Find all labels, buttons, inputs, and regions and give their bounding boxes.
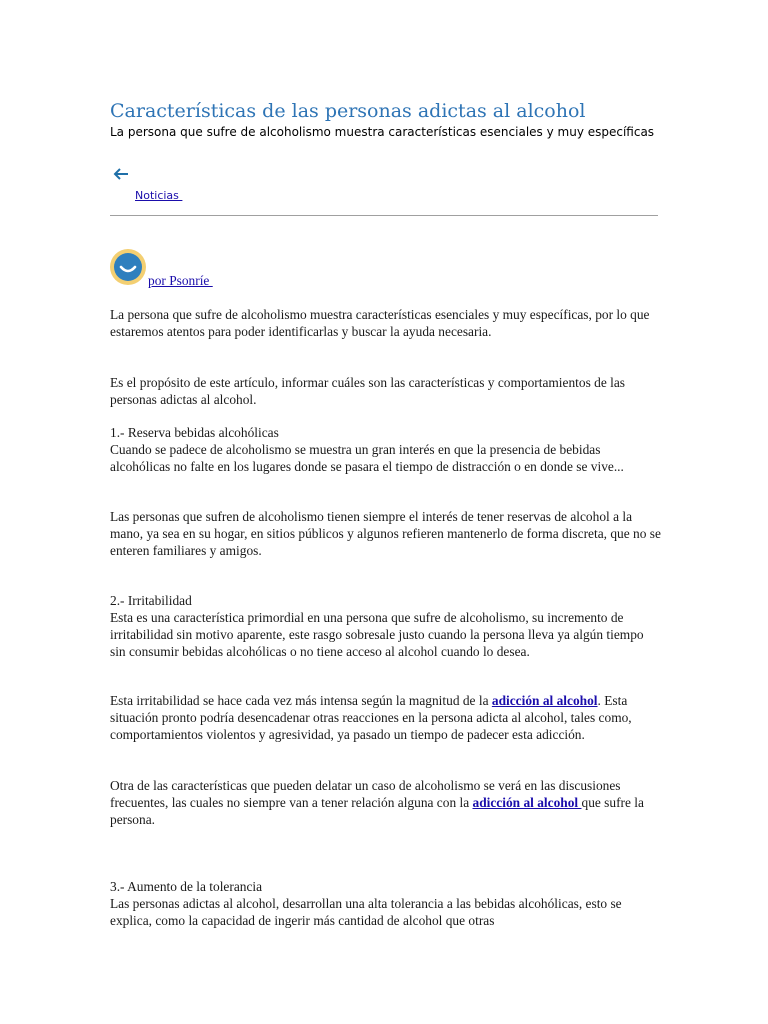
section-1-heading: 1.- Reserva bebidas alcohólicas xyxy=(110,425,279,440)
section-1-paragraph-2: Las personas que sufren de alcoholismo tienen siempre el interés de tener reservas de alcohol a la mano, ya sea en su hogar, en sitios públicos y algunos refieren mantenerlo de forma discreta, que no se enteren familiares y amigos. xyxy=(110,509,661,559)
intro-paragraph-2: Es el propósito de este artículo, informar cuáles son las características y comportamientos de las personas adictas al alcohol. xyxy=(110,375,625,408)
paragraph-text: que sufre la persona. xyxy=(110,795,644,828)
news-link[interactable]: Noticias xyxy=(135,189,183,202)
section-2-paragraph-1: Esta es una característica primordial en una persona que sufre de alcoholismo, su incremento de irritabilidad sin motivo aparente, este rasgo sobresale justo cuando la persona lleva ya algún tiempo sin consumir bebidas alcohólicas o no tiene acceso al alcohol cuando lo desea. xyxy=(110,610,644,660)
smiley-face-icon xyxy=(109,248,147,286)
addiction-link[interactable]: adicción al alcohol xyxy=(491,693,598,708)
section-3-heading: 3.- Aumento de la tolerancia xyxy=(110,879,263,894)
section-2-paragraph-2 xyxy=(110,692,662,744)
author-byline[interactable]: por Psonríe xyxy=(148,273,213,288)
section-1-paragraph-1: Cuando se padece de alcoholismo se muestra un gran interés en que la presencia de bebidas alcohólicas no falte en los lugares donde se pasara el tiempo de distracción o en donde se vive... xyxy=(110,442,624,475)
arrow-left-icon[interactable] xyxy=(112,166,130,182)
article-title: Características de las personas adictas al alcohol xyxy=(110,100,586,122)
header-divider xyxy=(110,215,658,216)
addiction-link[interactable]: adicción al alcohol xyxy=(472,795,582,811)
article-subtitle: La persona que sufre de alcoholismo muestra características esenciales y muy específicas xyxy=(110,125,655,139)
paragraph-text: . Esta situación pronto podría desencadenar otras reacciones en la persona adicta al alcohol, tales como, comportamientos violentos y agresividad, ya pasado un tiempo de padecer esta adicción. xyxy=(110,693,632,743)
paragraph-text: Esta irritabilidad se hace cada vez más intensa según la magnitud de la xyxy=(110,693,492,708)
intro-paragraph-1: La persona que sufre de alcoholismo muestra características esenciales y muy específicas, por lo que estaremos atentos para poder identificarlas y buscar la ayuda necesaria. xyxy=(110,307,650,340)
paragraph-text: Otra de las características que pueden delatar un caso de alcoholismo se verá en las discusiones frecuentes, las cuales no siempre van a tener relación alguna con la xyxy=(110,778,621,811)
section-3-paragraph-1: Las personas adictas al alcohol, desarrollan una alta tolerancia a las bebidas alcohólicas, esto se explica, como la capacidad de ingerir más cantidad de alcohol que otras xyxy=(110,896,622,929)
section-2-paragraph-3 xyxy=(110,777,662,829)
section-2-heading: 2.- Irritabilidad xyxy=(110,593,192,608)
